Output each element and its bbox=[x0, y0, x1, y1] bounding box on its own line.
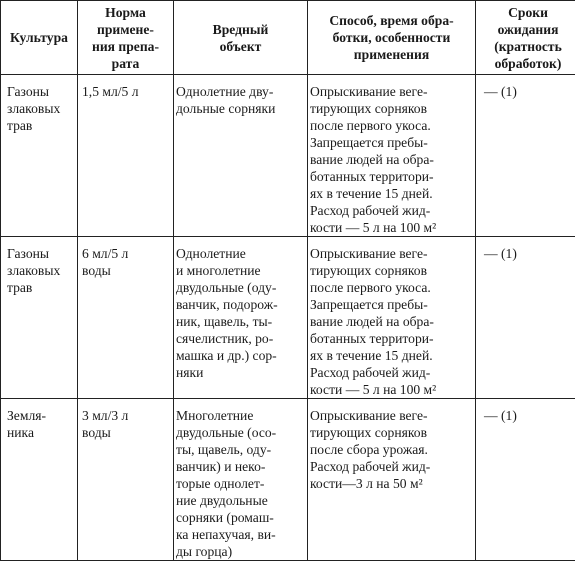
wait-text: — (1) bbox=[476, 399, 575, 424]
cell-crop bbox=[1, 237, 78, 399]
header-culture: Культура bbox=[1, 1, 78, 75]
cell-wait bbox=[476, 399, 575, 561]
cell-wait bbox=[476, 75, 575, 237]
cell-crop bbox=[1, 399, 78, 561]
method-text: Опрыскивание веге- тирующих сорняков после первого укоса. Запрещается пребы- вание людей на обра- ботанных территори- ях в течение 15 дней. Расход рабочей жид- кости — 5 л на 100 м² bbox=[308, 75, 475, 236]
table-header-row bbox=[1, 1, 575, 75]
cell-rate bbox=[78, 75, 174, 237]
rate-text: 6 мл/5 л воды bbox=[78, 237, 173, 279]
cell-method bbox=[308, 399, 476, 561]
wait-text: — (1) bbox=[476, 237, 575, 262]
header-target: Вредный объект bbox=[174, 1, 308, 75]
cell-rate bbox=[78, 399, 174, 561]
cell-rate bbox=[78, 237, 174, 399]
cell-method bbox=[308, 75, 476, 237]
cell-target bbox=[174, 237, 308, 399]
cell-wait bbox=[476, 237, 575, 399]
cell-method bbox=[308, 237, 476, 399]
cell-target bbox=[174, 399, 308, 561]
rate-text: 3 мл/3 л воды bbox=[78, 399, 173, 441]
method-text: Опрыскивание веге- тирующих сорняков после сбора урожая. Расход рабочей жид- кости—3 л на 50 м² bbox=[308, 399, 475, 492]
crop-text: Земля- ника bbox=[1, 399, 77, 441]
cell-target bbox=[174, 75, 308, 237]
wait-text: — (1) bbox=[476, 75, 575, 100]
header-rate: Норма примене- ния препа- рата bbox=[78, 1, 174, 75]
header-wait: Сроки ожидания (кратность обработок) bbox=[476, 1, 575, 75]
table-row bbox=[1, 399, 575, 561]
table-row bbox=[1, 237, 575, 399]
crop-text: Газоны злаковых трав bbox=[1, 237, 77, 296]
cell-crop bbox=[1, 75, 78, 237]
table-row bbox=[1, 75, 575, 237]
target-text: Однолетние дву- дольные сорняки bbox=[174, 75, 307, 117]
target-text: Однолетние и многолетние двудольные (оду- ванчик, подорож- ник, щавель, ты- сячелистник, ро- машка и др.) сор- няки bbox=[174, 237, 307, 381]
header-method: Способ, время обра- ботки, особенности применения bbox=[308, 1, 476, 75]
crop-text: Газоны злаковых трав bbox=[1, 75, 77, 134]
rate-text: 1,5 мл/5 л bbox=[78, 75, 173, 100]
target-text: Многолетние двудольные (осо- ты, щавель, оду- ванчик) и неко- торые однолет- ние двудольные сорняки (ромаш- ка непахучая, ви- ды горца) bbox=[174, 399, 307, 560]
method-text: Опрыскивание веге- тирующих сорняков после первого укоса. Запрещается пребы- вание людей на обра- ботанных территори- ях в течение 15 дней. Расход рабочей жид- кости — 5 л на 100 м² bbox=[308, 237, 475, 398]
